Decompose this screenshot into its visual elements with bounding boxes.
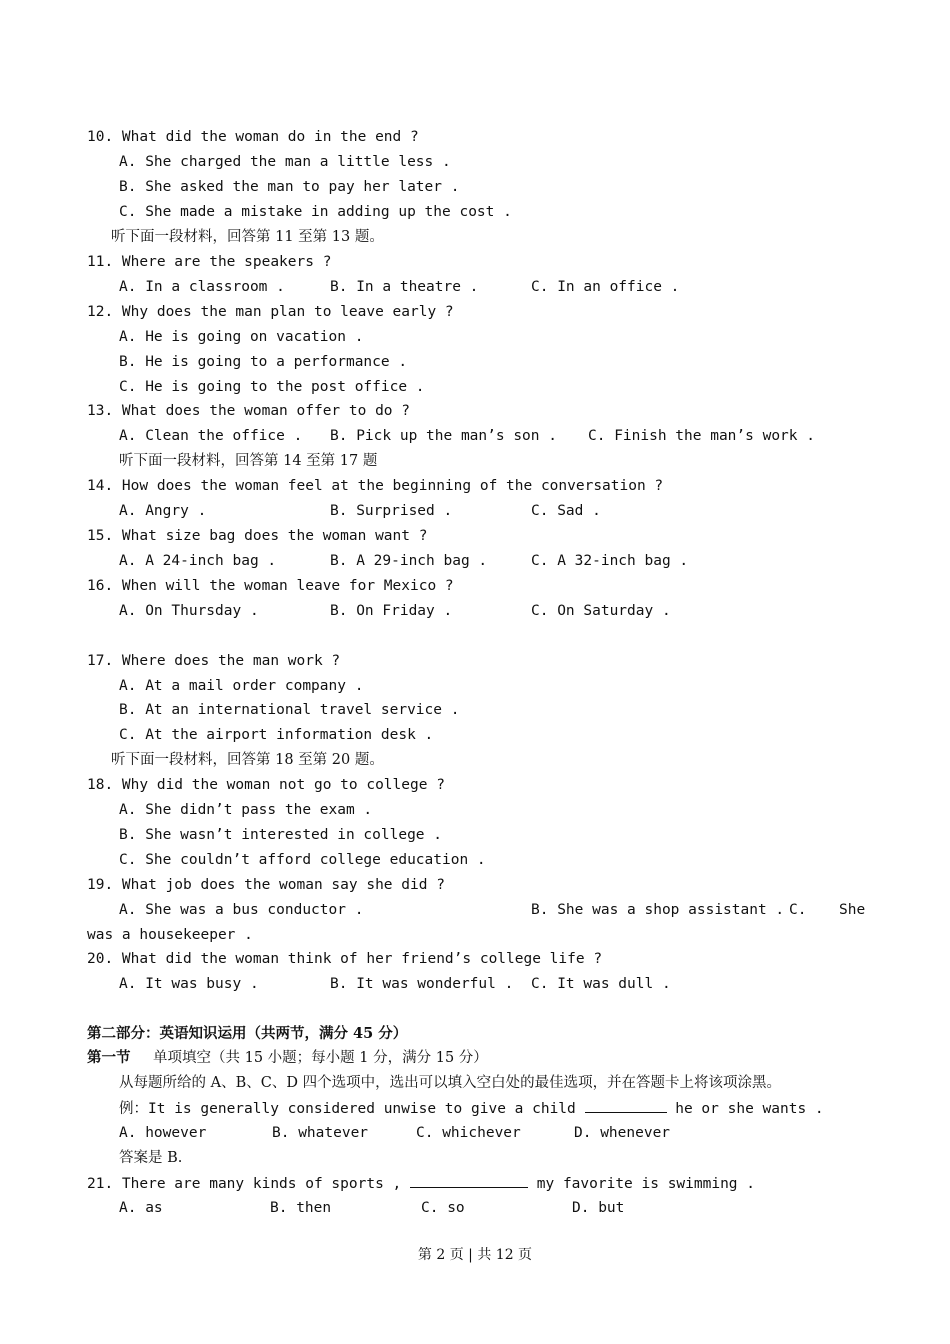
example-answer: 答案是 B. [119,1150,183,1166]
instruction-14-17: 听下面一段材料，回答第 14 至第 17 题 [119,453,378,469]
question-19-option-c-continued: was a housekeeper . [87,927,253,943]
example-question [119,1098,824,1119]
question-21-stem [87,1173,755,1194]
question-11-stem: 11. Where are the speakers ? [87,254,332,270]
question-21-option-d: D. but [572,1200,625,1216]
question-15-option-a: A. A 24-inch bag . [119,553,277,569]
question-20-option-a: A. It was busy . [119,976,259,992]
question-17-option-b: B. At an international travel service . [119,702,460,718]
question-18-option-c: C. She couldn’t afford college education . [119,852,486,868]
question-15-stem: 15. What size bag does the woman want ? [87,528,428,544]
question-15-option-c: C. A 32-inch bag . [531,553,689,569]
question-11-option-b: B. In a theatre . [330,279,479,295]
question-21-suffix: my favorite is swimming . [536,1176,755,1192]
question-10-option-b: B. She asked the man to pay her later . [119,179,460,195]
question-12-option-c: C. He is going to the post office . [119,379,425,395]
question-10-option-a: A. She charged the man a little less . [119,154,451,170]
question-16-option-b: B. On Friday . [330,603,453,619]
question-19-stem: 19. What job does the woman say she did ? [87,877,445,893]
question-13-option-c: C. Finish the man’s work . [588,428,815,444]
section-1-label: 第一节 [87,1049,131,1066]
question-17-option-a: A. At a mail order company . [119,678,364,694]
question-14-option-c: C. Sad . [531,503,601,519]
question-14-stem: 14. How does the woman feel at the beginning of the conversation ? [87,478,664,494]
question-12-stem: 12. Why does the man plan to leave early ? [87,304,454,320]
question-13-stem: 13. What does the woman offer to do ? [87,403,411,419]
question-13-option-a: A. Clean the office . [119,428,303,444]
question-15-option-b: B. A 29-inch bag . [330,553,488,569]
question-14-option-a: A. Angry . [119,503,207,519]
question-21-option-a: A. as [119,1200,163,1216]
question-17-stem: 17. Where does the man work ? [87,653,341,669]
example-option-d: D. whenever [574,1125,671,1141]
question-16-stem: 16. When will the woman leave for Mexico ? [87,578,454,594]
question-21-option-b: B. then [270,1200,332,1216]
example-option-b: B. whatever [272,1125,369,1141]
instruction-11-13: 听下面一段材料，回答第 11 至第 13 题。 [111,229,384,245]
question-16-option-c: C. On Saturday . [531,603,671,619]
example-option-c: C. whichever [416,1125,521,1141]
section-1-instruction: 从每题所给的 A、B、C、D 四个选项中，选出可以填入空白处的最佳选项，并在答题卡上将该项涂黑。 [119,1075,782,1091]
question-19-option-c-start: She [839,902,866,918]
question-19-option-a: A. She was a bus conductor . [119,902,364,918]
instruction-18-20: 听下面一段材料，回答第 18 至第 20 题。 [111,752,384,768]
example-option-a: A. however [119,1125,207,1141]
question-10-option-c: C. She made a mistake in adding up the cost . [119,204,512,220]
question-12-option-a: A. He is going on vacation . [119,329,364,345]
question-20-option-c: C. It was dull . [531,976,671,992]
question-20-option-b: B. It was wonderful . [330,976,514,992]
page-footer: 第 2 页 | 共 12 页 [417,1247,533,1263]
example-prefix: 例：It is generally considered unwise to give a child [119,1101,576,1117]
part-2-title: 第二部分：英语知识运用（共两节，满分 45 分） [87,1025,408,1042]
question-16-option-a: A. On Thursday . [119,603,259,619]
example-suffix: he or she wants . [675,1101,824,1117]
example-blank [585,1098,667,1113]
question-10-stem: 10. What did the woman do in the end ? [87,129,419,145]
question-18-option-b: B. She wasn’t interested in college . [119,827,443,843]
question-18-option-a: A. She didn’t pass the exam . [119,802,373,818]
question-19-option-b: B. She was a shop assistant . [531,902,785,918]
question-11-option-c: C. In an office . [531,279,680,295]
question-13-option-b: B. Pick up the man’s son . [330,428,557,444]
question-19-option-c-letter: C. [789,902,807,918]
question-21-prefix: 21. There are many kinds of sports , [87,1176,402,1192]
question-21-option-c: C. so [421,1200,465,1216]
question-12-option-b: B. He is going to a performance . [119,354,408,370]
section-1-description: 单项填空（共 15 小题；每小题 1 分，满分 15 分） [153,1050,488,1066]
question-18-stem: 18. Why did the woman not go to college ? [87,777,445,793]
question-14-option-b: B. Surprised . [330,503,453,519]
question-21-blank [410,1173,528,1188]
question-20-stem: 20. What did the woman think of her friend’s college life ? [87,951,603,967]
question-17-option-c: C. At the airport information desk . [119,727,434,743]
question-11-option-a: A. In a classroom . [119,279,285,295]
